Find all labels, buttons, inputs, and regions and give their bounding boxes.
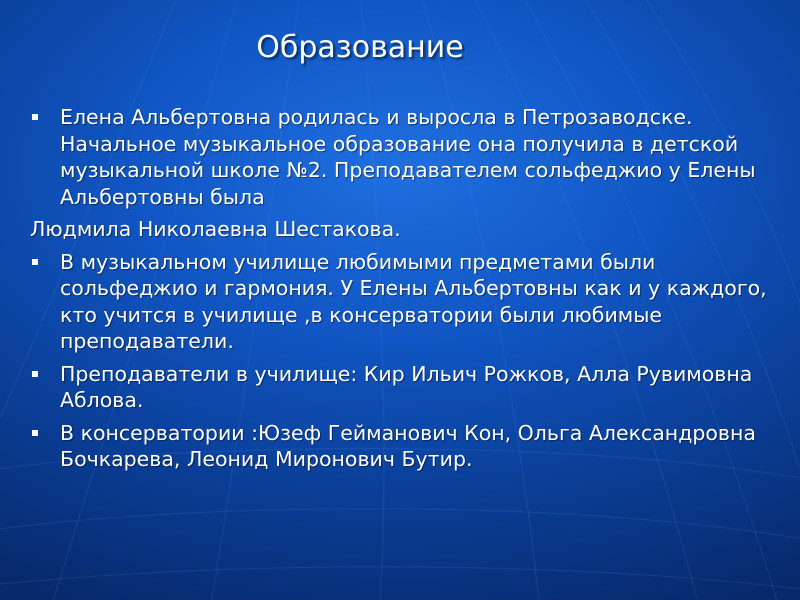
bullet-text: Преподаватели в училище: Кир Ильич Рожков, Алла Рувимовна Аблова. (60, 361, 753, 412)
bullet-item-birthplace (30, 104, 770, 210)
paragraph-text: Людмила Николаевна Шестакова. (30, 217, 401, 241)
square-bullet-icon (32, 430, 38, 436)
square-bullet-icon (32, 259, 38, 265)
bullet-text: В музыкальном училище любимыми предметами были сольфеджио и гармония. У Елены Альбертовны как и у каждого, кто учится в училище ,в консерватории были любимые преподаватели. (60, 249, 767, 353)
slide-body (30, 104, 770, 479)
bullet-item-college-teachers (30, 361, 770, 414)
square-bullet-icon (32, 371, 38, 377)
paragraph-teacher-name (30, 216, 770, 243)
square-bullet-icon (32, 114, 38, 120)
bullet-item-conservatory-teachers (30, 420, 770, 473)
bullet-text: Елена Альбертовна родилась и выросла в Петрозаводске. Начальное музыкальное образование она получила в детской музыкальной школе №2. Преподавателем сольфеджио у Елены Альбертовны была (60, 105, 756, 209)
bullet-item-college-subjects (30, 249, 770, 355)
bullet-text: В консерватории :Юзеф Гейманович Кон, Ольга Александровна Бочкарева, Леонид Миронович Бутир. (60, 420, 756, 471)
slide-title: Образование (256, 30, 464, 65)
